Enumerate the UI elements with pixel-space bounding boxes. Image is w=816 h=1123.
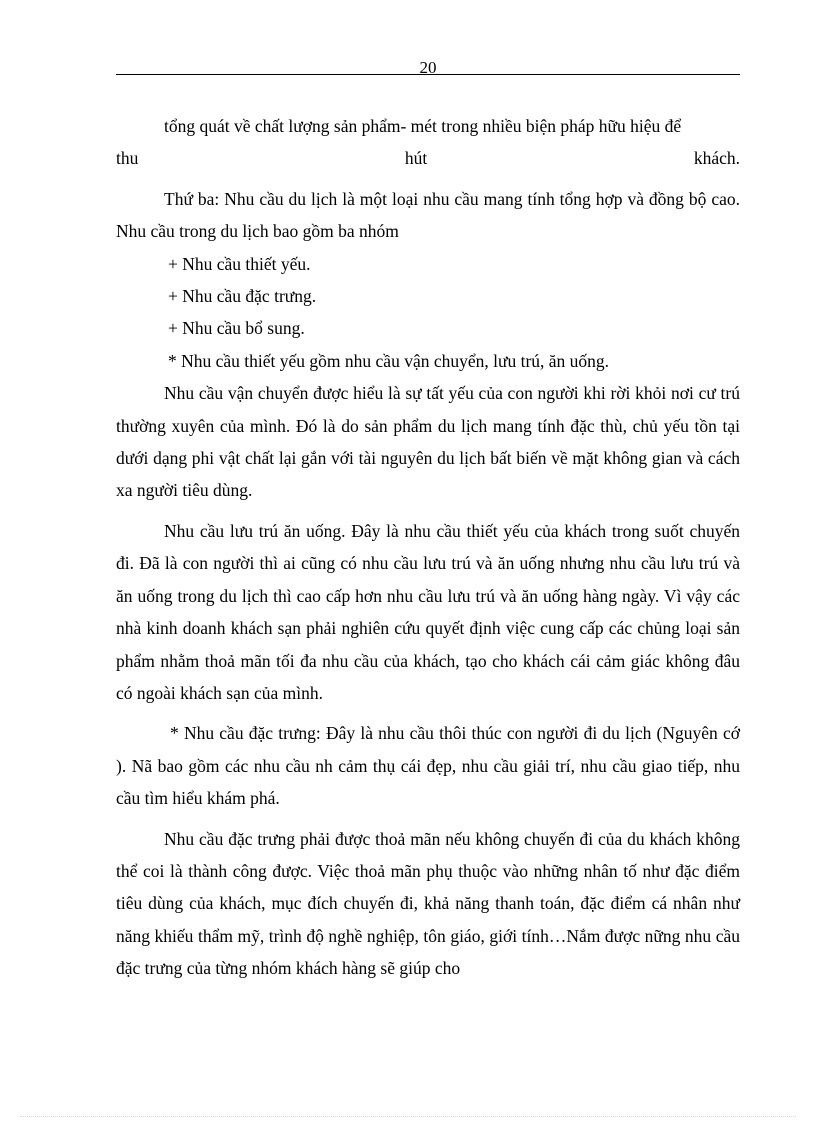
paragraph-1-line-2: thu hút khách.	[116, 148, 740, 169]
list-item-3: + Nhu cầu bổ sung.	[168, 318, 305, 339]
paragraph-6: Nhu cầu đặc trưng phải được thoả mãn nếu không chuyến đi của du khách không thể coi là thành công được. Việc thoả mãn phụ thuộc vào những nhân tố như đặc điểm tiêu dùng của khách, mục đích chuyến đi, khả năng thanh toán, đặc điểm cá nhân như năng khiếu thẩm mỹ, trình độ nghề nghiệp, tôn giáo, giới tính…Nắm được nững nhu cầu đặc trưng của từng nhóm khách hàng sẽ giúp cho	[116, 828, 740, 979]
paragraph-5: * Nhu cầu đặc trưng: Đây là nhu cầu thôi thúc con người đi du lịch (Nguyên cớ ). Nã bao gồm các nhu cầu nh cảm thụ cái đẹp, nhu cầu giải trí, nhu cầu giao tiếp, nhu cầu tìm hiểu khám phá.	[116, 723, 740, 809]
header-rule	[116, 74, 740, 75]
paragraph-4: Nhu cầu lưu trú ăn uống. Đây là nhu cầu thiết yếu của khách trong suốt chuyến đi. Đã là con người thì ai cũng có nhu cầu lưu trú và ăn uống nhưng nhu cầu lưu trú và ăn uống trong du lịch thì cao cấp hơn nhu cầu lưu trú và ăn uống hàng ngày. Vì vậy các nhà kinh doanh khách sạn phải nghiên cứu quyết định việc cung cấp các chủng loại sản phẩm nhằm thoả mãn tối đa nhu cầu của khách, tạo cho khách cái cảm giác không đâu có ngoài khách sạn của mình.	[116, 520, 740, 703]
body-text	[116, 110, 740, 985]
paragraph-1-line-1: tổng quát về chất lượng sản phẩm- mét trong nhiều biện pháp hữu hiệu để	[164, 116, 682, 136]
page-number: 20	[419, 58, 437, 77]
list-item-2: + Nhu cầu đặc trưng.	[168, 286, 317, 307]
paragraph-3: Nhu cầu vận chuyển được hiểu là sự tất yếu của con người khi rời khỏi nơi cư trú thường xuyên của mình. Đó là do sản phẩm du lịch mang tính đặc thù, chủ yếu tồn tại dưới dạng phi vật chất lại gắn với tài nguyên du lịch bất biến về mặt không gian và cách xa người tiêu dùng.	[116, 383, 740, 501]
paragraph-2: Thứ ba: Nhu cầu du lịch là một loại nhu cầu mang tính tổng hợp và đồng bộ cao. Nhu cầu trong du lịch bao gồm ba nhóm	[116, 188, 740, 242]
list-item-1: + Nhu cầu thiết yếu.	[168, 253, 311, 274]
page-bottom-divider	[20, 1116, 796, 1117]
list-item-4: * Nhu cầu thiết yếu gồm nhu cầu vận chuyển, lưu trú, ăn uống.	[168, 350, 610, 371]
